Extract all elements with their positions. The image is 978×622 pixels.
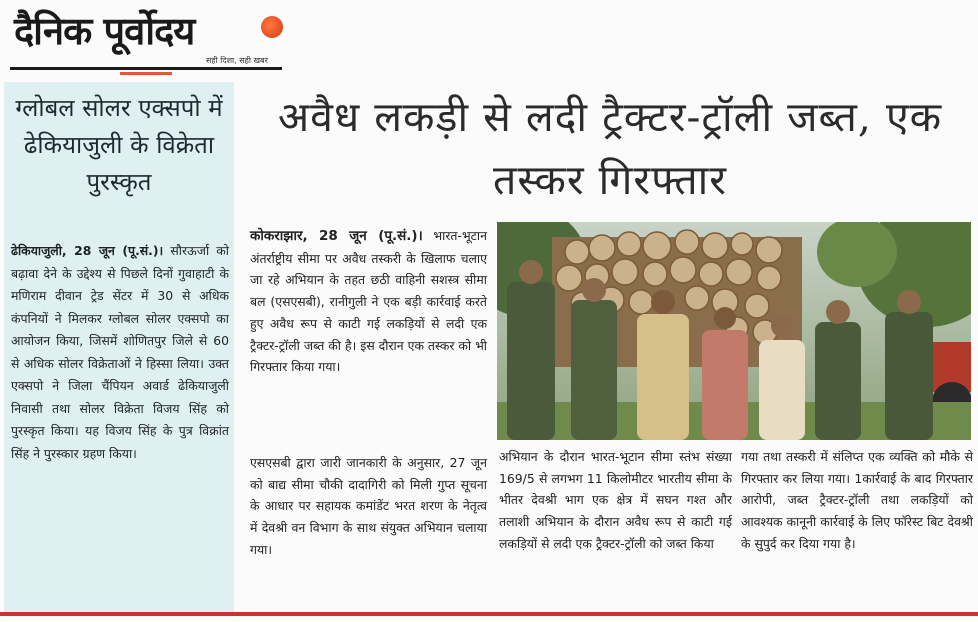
- photo-illustration: [497, 222, 971, 440]
- main-para-4: गया तथा तस्करी में संलिप्त एक व्यक्ति को मौके से गिरफ्तार कर लिया गया। 1कार्रवाई के बाद गिरफ्तार आरोपी, जब्त ट्रैक्टर-ट्रॉली तथा लकड़ियों को आवश्यक कानूनी कार्रवाई के लिए फॉरेस्ट बिट देवश्री के सुपुर्द कर दिया गया है।: [741, 449, 973, 551]
- sidebar-body: [11, 240, 229, 465]
- newspaper-tagline: सही दिशा, सही खबर: [206, 56, 268, 65]
- main-para-2: एसएसबी द्वारा जारी जानकारी के अनुसार, 27 जून को बाद्य सीमा चौकी दादागिरी को मिली गुप्त सूचना के आधार पर सहायक कमांडेंट भरत शरण के नेतृत्व में देवश्री वन विभाग के साथ संयुक्त अभियान चलाया गया।: [250, 455, 487, 557]
- main-story-column-1-para-2: [250, 452, 487, 561]
- sidebar-body-text: सौरऊर्जा को बढ़ावा देने के उद्देश्य से पिछले दिनों गुवाहाटी के मणिराम दीवान ट्रेड सेंटर में 30 से अधिक कंपनियों ने मिलकर ग्लोबल सोलर एक्सपो का आयोजन किया, जिसमें शोणितपुर जिले से 60 से अधिक सोलर विक्रेताओं ने हिस्सा लिया। उक्त एक्सपो ने जिला चैंपियन अवार्ड ढेकियाजुली निवासी तथा सोलर विक्रेता विजय सिंह को पुरस्कृत किया। यह विजय सिंह के पुत्र विक्रांत सिंह ने पुरस्कार ग्रहण किया।: [11, 243, 229, 461]
- sidebar-dateline: ढेकियाजुली, 28 जून (पू.सं.)।: [11, 243, 164, 258]
- news-photo: [497, 222, 971, 440]
- masthead: [10, 4, 285, 74]
- sidebar-story: [4, 82, 234, 612]
- main-headline: अवैध लकड़ी से लदी ट्रैक्टर-ट्रॉली जब्त, एक तस्कर गिरफ्तार: [277, 93, 943, 204]
- main-dateline: कोकराझार, 28 जून (पू.सं.)।: [250, 228, 423, 244]
- main-story-column-3: [741, 446, 973, 555]
- masthead-rule: [10, 67, 282, 70]
- sun-logo-icon: [261, 16, 283, 38]
- main-para-3: अभियान के दौरान भारत-भूटान सीमा स्तंभ संख्या 169/5 से लगभग 11 किलोमीटर भारतीय सीमा के भीतर देवश्री भाग एक क्षेत्र में सघन गश्त और तलाशी अभियान के दौरान अवैध रूप से काटी गई लकड़ियों से लदी एक ट्रैक्टर-ट्रॉली को जब्त किया: [499, 449, 732, 551]
- main-para-1: भारत-भूटान अंतर्राष्ट्रीय सीमा पर अवैध तस्करी के खिलाफ चलाए जा रहे अभियान के तहत छठी वाहिनी सशस्त्र सीमा बल (एसएसबी), रानीगुली ने एक बड़ी कार्रवाई करते हुए अवैध रूप से काटी गई लकड़ियों से लदी एक ट्रैक्टर-ट्रॉली जब्त की है। इस दौरान एक तस्कर को भी गिरफ्तार किया गया।: [250, 228, 487, 375]
- bottom-rule: [0, 612, 978, 616]
- newspaper-title: दैनिक पूर्वोदय: [14, 9, 195, 53]
- main-story-column-1: [250, 225, 487, 378]
- masthead-subrule: [120, 72, 172, 75]
- sidebar-headline: ग्लोबल सोलर एक्सपो में ढेकियाजुली के विक्रेता पुरस्कृत: [15, 94, 223, 196]
- main-story-column-2: [499, 446, 732, 555]
